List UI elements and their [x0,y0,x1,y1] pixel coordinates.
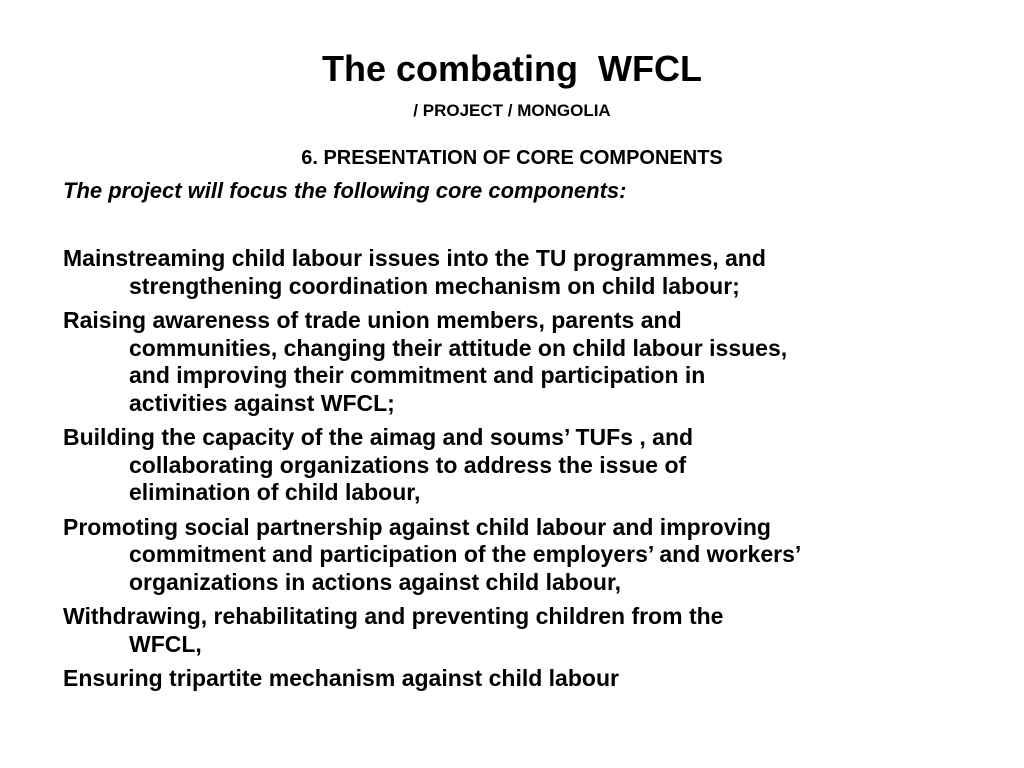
component-line: collaborating organizations to address the issue of [129,451,687,478]
slide-title: The combating WFCL [322,48,702,89]
component-line: Raising awareness of trade union members, parents and [63,307,682,333]
component-item [63,245,983,300]
component-line: and improving their commitment and participation in [129,362,706,388]
intro-text: The project will focus the following core components: [63,178,627,203]
component-line: WFCL, [129,630,202,657]
section-heading: 6. PRESENTATION OF CORE COMPONENTS [301,147,723,169]
component-line: Mainstreaming child labour issues into the TU programmes, and [63,245,766,271]
component-line: Building the capacity of the aimag and soums’ TUFs , and [63,424,694,450]
component-line: Promoting social partnership against child labour and improving [63,513,771,540]
component-item [63,514,983,597]
component-item [63,603,983,658]
component-line: strengthening coordination mechanism on child labour; [129,272,740,299]
slide-subtitle: / PROJECT / MONGOLIA [413,101,611,120]
component-item [63,665,983,693]
core-components-list [63,245,983,700]
component-line: activities against WFCL; [129,389,395,416]
component-line: communities, changing their attitude on child labour issues, [129,334,788,361]
component-line: Withdrawing, rehabilitating and preventing children from the [63,603,724,629]
component-item [63,307,983,417]
component-line: Ensuring tripartite mechanism against child labour [63,665,619,691]
component-line: organizations in actions against child labour, [129,568,622,595]
component-line: elimination of child labour, [129,479,421,505]
component-line: commitment and participation of the employers’ and workers’ [129,541,802,567]
component-item [63,424,983,507]
